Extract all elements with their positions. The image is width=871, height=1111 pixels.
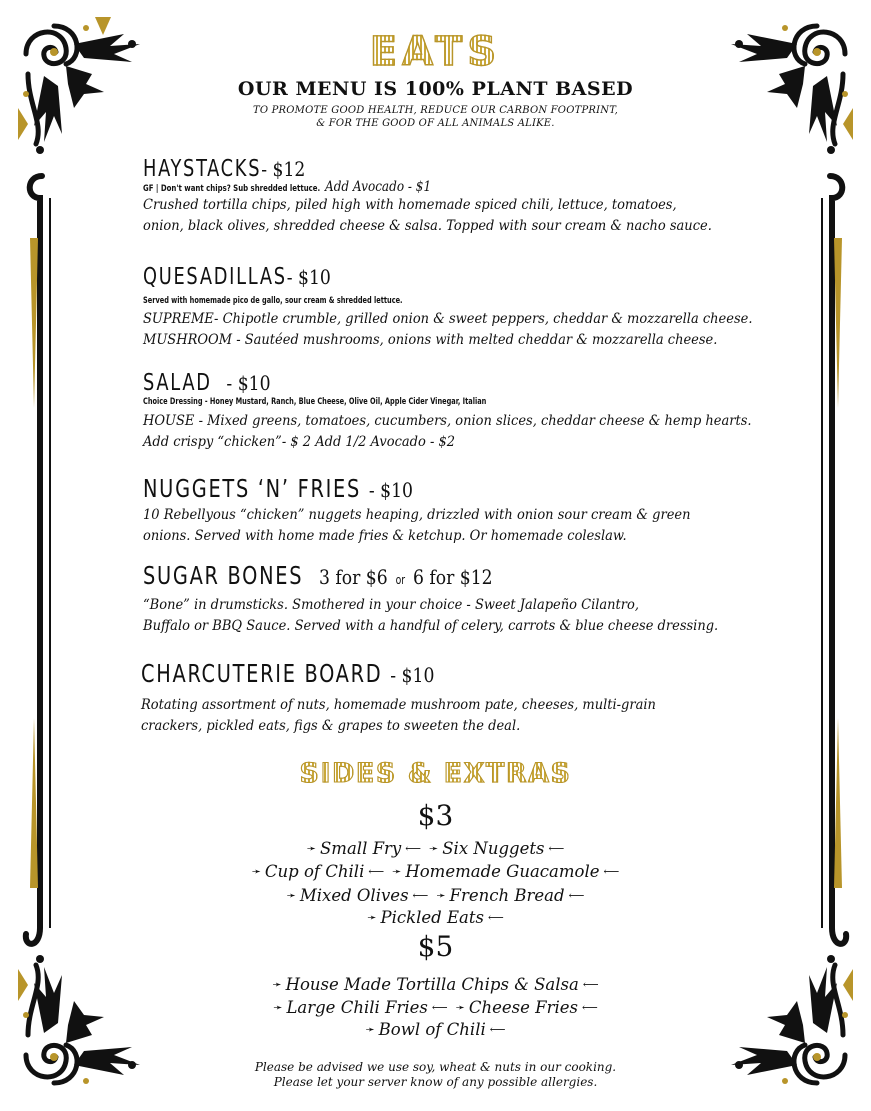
arrow-right-icon: ➛ [286, 889, 296, 902]
mission-line-1: TO PROMOTE GOOD HEALTH, REDUCE OUR CARBON FOOTPRINT, [252, 105, 619, 116]
item-name: SALAD [143, 370, 212, 396]
sides-line [0, 1018, 871, 1041]
item-description-line: Rotating assortment of nuts, homemade mushroom pate, cheeses, multi-grain [141, 697, 656, 713]
arrow-left-icon: ⟵ [603, 865, 620, 878]
sides-line [0, 837, 871, 860]
item-note: GF | Don't want chips? Sub shredded lettuce. Add Avocado - $1 [143, 179, 432, 195]
side-item: Pickled Eats [380, 908, 484, 927]
menu-title: EATS [0, 30, 871, 74]
price-option-6-for-12: 6 for $12 [412, 565, 493, 589]
side-item: Large Chili Fries [286, 998, 428, 1017]
side-item: Six Nuggets [442, 839, 545, 858]
arrow-left-icon: ⟵ [568, 889, 585, 902]
arrow-left-icon: ⟵ [431, 1001, 448, 1014]
arrow-right-icon: ➛ [367, 911, 377, 924]
arrow-right-icon: ➛ [455, 1001, 465, 1014]
menu-item-charcuterie-board [141, 660, 695, 737]
item-price: - $10 [226, 371, 271, 395]
item-name: SUGAR BONES [143, 561, 304, 590]
sides-line [0, 996, 871, 1019]
item-name: CHARCUTERIE BOARD [141, 659, 383, 688]
item-name: HAYSTACKS [143, 156, 262, 182]
menu-item-sugar-bones [143, 562, 762, 637]
item-price: - $10 [390, 663, 435, 687]
item-note: Choice Dressing - Honey Mustard, Ranch, Blue Cheese, Olive Oil, Apple Cider Vinegar, Italian [143, 397, 487, 407]
side-item: House Made Tortilla Chips & Salsa [285, 975, 579, 994]
arrow-right-icon: ➛ [272, 978, 282, 991]
arrow-right-icon: ➛ [436, 889, 446, 902]
arrow-left-icon: ⟵ [489, 1023, 506, 1036]
item-price: - $10 [286, 265, 331, 289]
allergy-line-2: Please let your server know of any possible allergies. [273, 1075, 598, 1089]
arrow-left-icon: ⟵ [368, 865, 385, 878]
add-avocado-option: Add Avocado - $1 [324, 179, 432, 195]
arrow-left-icon: ⟵ [582, 978, 599, 991]
arrow-right-icon: ➛ [251, 865, 261, 878]
item-title [143, 369, 706, 397]
side-item: Bowl of Chili [378, 1020, 486, 1039]
item-title [143, 475, 649, 504]
item-description-line: Add crispy “chicken”- $ 2 Add 1/2 Avocado - $2 [143, 434, 456, 450]
sides-line [0, 906, 871, 929]
arrow-right-icon: ➛ [273, 1001, 283, 1014]
item-description-line: SUPREME- Chipotle crumble, grilled onion & sweet peppers, cheddar & mozzarella cheese. [143, 311, 753, 327]
arrow-left-icon: ⟵ [548, 842, 565, 855]
arrow-right-icon: ➛ [392, 865, 402, 878]
item-note: Served with homemade pico de gallo, sour cream & shredded lettuce. [143, 296, 403, 306]
item-price: - $10 [368, 478, 413, 502]
item-description-line: HOUSE - Mixed greens, tomatoes, cucumbers, onion slices, cheddar cheese & hemp hearts. [143, 413, 752, 429]
arrow-left-icon: ⟵ [405, 842, 422, 855]
mission-line-2: & FOR THE GOOD OF ALL ANIMALS ALIKE. [316, 118, 555, 129]
arrow-right-icon: ➛ [429, 842, 439, 855]
item-description-line: onions. Served with home made fries & ketchup. Or homemade coleslaw. [143, 528, 627, 544]
menu-item-haystacks [143, 155, 755, 237]
item-title [141, 660, 617, 689]
menu-item-salad [143, 369, 797, 453]
arrow-right-icon: ➛ [365, 1023, 375, 1036]
sides-line [0, 860, 871, 883]
side-item: Cheese Fries [468, 998, 578, 1017]
item-description-line: onion, black olives, shredded cheese & salsa. Topped with sour cream & nacho sauce. [143, 218, 712, 234]
price-option-3-for-6: 3 for $6 [318, 565, 388, 589]
item-description-line: “Bone” in drumsticks. Smothered in your choice - Sweet Jalapeño Cilantro, [143, 597, 639, 613]
arrow-right-icon: ➛ [306, 842, 316, 855]
sides-line [0, 884, 871, 907]
item-description-line: Crushed tortilla chips, piled high with homemade spiced chili, lettuce, tomatoes, [143, 197, 677, 213]
price-or: or [395, 573, 406, 587]
item-price: - $12 [261, 157, 306, 181]
menu-item-nuggets-n-fries [143, 475, 732, 547]
allergy-notice [0, 1060, 871, 1090]
item-title [143, 263, 707, 291]
arrow-left-icon: ⟵ [412, 889, 429, 902]
mission-statement [0, 104, 871, 130]
tier-price-5: $5 [417, 930, 454, 963]
item-description-line: 10 Rebellyous “chicken” nuggets heaping, drizzled with onion sour cream & green [143, 507, 691, 523]
item-description-line: Buffalo or BBQ Sauce. Served with a handful of celery, carrots & blue cheese dressing. [143, 618, 719, 634]
item-name: NUGGETS ‘N’ FRIES [143, 474, 361, 503]
side-item: Small Fry [320, 839, 402, 858]
side-item: Homemade Guacamole [405, 862, 600, 881]
arrow-left-icon: ⟵ [487, 911, 504, 924]
allergy-line-1: Please be advised we use soy, wheat & nuts in our cooking. [254, 1060, 617, 1074]
item-description-line: crackers, pickled eats, figs & grapes to sweeten the deal. [141, 718, 521, 734]
plant-based-subtitle: OUR MENU IS 100% PLANT BASED [237, 78, 634, 100]
arrow-left-icon: ⟵ [581, 1001, 598, 1014]
sides-extras-heading: SIDES & EXTRAS [0, 757, 871, 791]
tier-price-3: $3 [417, 799, 454, 832]
side-item: Cup of Chili [264, 862, 365, 881]
item-description-line: MUSHROOM - Sautéed mushrooms, onions with melted cheddar & mozzarella cheese. [143, 332, 718, 348]
menu-item-quesadillas [143, 263, 798, 351]
side-item: Mixed Olives [299, 886, 409, 905]
item-name: QUESADILLAS [143, 264, 287, 290]
item-title [143, 562, 675, 594]
side-item: French Bread [449, 886, 565, 905]
sides-line [0, 973, 871, 996]
